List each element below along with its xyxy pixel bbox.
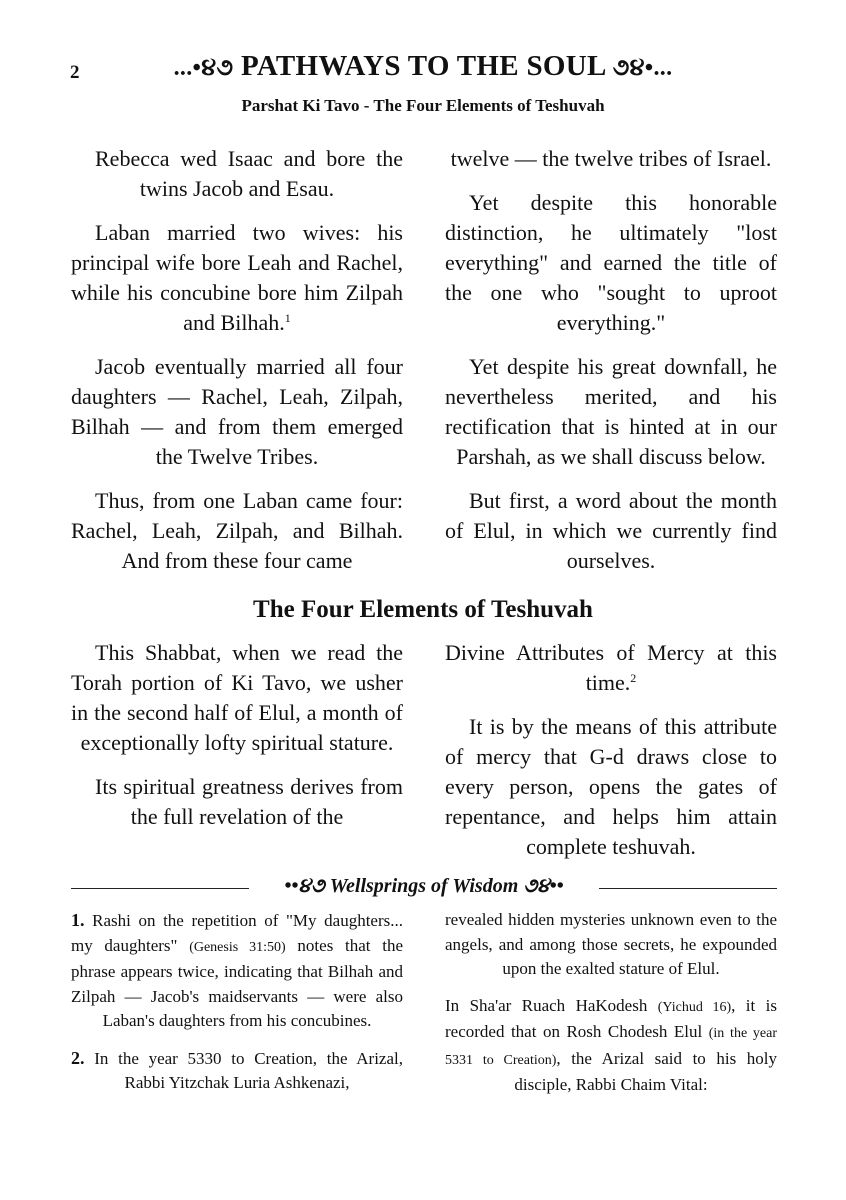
ornament-right-icon: ૭૪•• [523,875,564,897]
paragraph [445,638,777,698]
footnote-ref: 1 [284,311,291,325]
page-number: 2 [70,62,80,83]
publication-title: PATHWAYS TO THE SOUL [240,50,606,82]
footnote-citation: (Genesis 31:50) [189,939,286,955]
paragraph-text: Laban married two wives: his principal wife bore Leah and Rachel, while his concubine bore him Zilpah and Bilhah. [71,220,403,335]
paragraph: Jacob eventually married all four daughters — Rachel, Leah, Zilpah, Bilhah — and from them emerged the Twelve Tribes. [71,354,403,469]
ornament-right-icon: ૭૪•... [612,55,673,81]
footnote-number: 2. [71,1047,85,1068]
bottom-left-column [71,638,403,846]
ornament-left-icon: ...•૪૭ [173,55,234,81]
footnote-ref: 2 [630,671,637,685]
paragraph [71,218,403,338]
footnotes-right-column [445,908,777,1110]
footnote [71,1046,403,1096]
paragraph-text: Divine Attributes of Mercy at this time. [445,640,777,695]
footnote [445,994,777,1098]
top-right-column [445,144,777,590]
footnote [71,908,403,1034]
page-subtitle: Parshat Ki Tavo - The Four Elements of Teshuvah [241,96,605,115]
paragraph: Yet despite this honorable distinction, he ultimately "lost everything" and earned the title of the one who "sought to uproot everything." [445,190,777,335]
ornament-left-icon: ••૪૭ [284,875,325,897]
masthead [120,50,726,83]
footnote-text: , it is recorded that on Rosh Chodesh Elul [445,995,777,1041]
paragraph: twelve — the twelve tribes of Israel. [450,146,772,171]
footnote-number: 1. [71,910,85,930]
footnotes-left-column [71,908,403,1108]
paragraph: Yet despite his great downfall, he nevertheless merited, and his rectification that is hinted at in our Parshah, as we shall discuss below. [445,354,777,469]
footnote-text: notes that the phrase appears twice, indicating that Bilhah and Zilpah — Jacob's maidservants — were also Laban's daughters from his concubines. [71,935,403,1030]
paragraph: This Shabbat, when we read the Torah portion of Ki Tavo, we usher in the second half of Elul, a month of exceptionally lofty spiritual stature. [71,640,403,755]
divider-line [599,888,777,889]
section-heading: The Four Elements of Teshuvah [253,596,593,623]
footnotes-title: Wellsprings of Wisdom [329,875,519,897]
footnote: revealed hidden mysteries unknown even to the angels, and among those secrets, he expounded upon the exalted stature of Elul. [445,910,777,978]
footnote-text: In Sha'ar Ruach HaKodesh [445,995,648,1015]
footnotes-divider [71,875,777,901]
footnote-citation: (Yichud 16) [657,999,732,1015]
bottom-right-column [445,638,777,876]
divider-line [71,888,249,889]
footnote-citation: (in the year 5331 to Creation) [445,1026,777,1068]
paragraph: Its spiritual greatness derives from the full revelation of the [95,774,403,829]
paragraph: But first, a word about the month of Elul, in which we currently find ourselves. [445,488,777,573]
paragraph: It is by the means of this attribute of mercy that G-d draws close to every person, opens the gates of repentance, and helps him attain complete teshuvah. [445,714,777,859]
divider-label [249,875,599,898]
footnote-text: Rashi on the repetition of "My daughters... my daughters" [71,911,404,955]
paragraph: Thus, from one Laban came four: Rachel, Leah, Zilpah, and Bilhah. And from these four came [71,488,403,573]
footnote-text: In the year 5330 to Creation, the Arizal, Rabbi Yitzchak Luria Ashkenazi, [94,1048,403,1092]
footnote-text: , the Arizal said to his holy disciple, Rabbi Chaim Vital: [514,1048,777,1094]
top-left-column [71,144,403,590]
paragraph: Rebecca wed Isaac and bore the twins Jacob and Esau. [95,146,403,201]
